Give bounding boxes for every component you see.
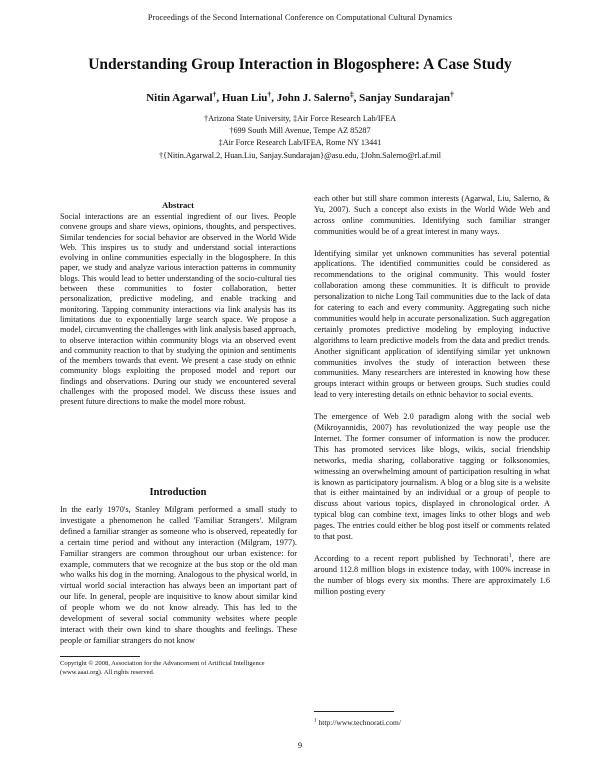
author-name: Nitin Agarwal xyxy=(146,92,213,104)
introduction-heading: Introduction xyxy=(149,487,207,498)
paragraph-technorati: According to a recent report published by Technorati$^1$, there are around 112.8 million blogs in existence today, with 100% increase in the number of blogs every six months. There are approximately 1.6 million posting every xyxy=(314,553,551,596)
footnote-url[interactable]: http://www.technorati.com/ xyxy=(316,718,401,727)
affiliation-line: ‡Air Force Research Lab/IFEA, Rome NY 13441 xyxy=(218,138,382,147)
footnote-reference[interactable]: 1 xyxy=(508,553,512,560)
abstract-heading: Abstract xyxy=(162,200,194,210)
paragraph: The emergence of Web 2.0 paradigm along with the social web (Mikroyannidis, 2007) has revolutionized the way people use the Internet. The former consumer of information is now the producer. This has promoted services like blogs, wikis, social friendship networks, media sharing, collaborative tagging or folksonomies, witnessing an overwhelming amount of participation resulting in what is known as participatory journalism. A blog or a blog site is a website that is either maintained by an individual or a group of people to discuss about various topics, displayed in chronological order. A typical blog can combine text, images links to other blogs and web pages. The entries could either be blog post itself or comments related to that post. xyxy=(314,412,550,542)
footnote-mark: 1 xyxy=(314,717,317,724)
author-name: John J. Salerno xyxy=(276,92,350,104)
author-mark: † xyxy=(267,89,272,99)
author-mark: † xyxy=(212,89,217,99)
abstract-body: Social interactions are an essential ingredient of our lives. People convene groups and share views, opinions, thoughts, and perspectives. Similar tendencies for social behavior are observed in the World Wide Web. This inspires us to study and understand social interactions evolving in online communities especially in the blogosphere. In this paper, we study and analyze various interaction patterns in community blogs. This would lead to better understanding of the socio-cultural ties between these communities to foster collaboration, better personalization, predictive modeling, and enable tracking and monitoring. Tapping community interactions via link analysis has its limitations due to exponentially large search space. We propose a model, circumventing the challenges with link analysis based approach, to observe interaction within community blogs via an observed event and community reaction to that by studying the opinion and sentiments of the members towards that event. We present a case study on ethnic community blogs exploiting the proposed model and report our findings and observations. During our study we encountered several challenges with the proposed model. We discuss these issues and present future directions to make the model more robust. xyxy=(60,212,296,407)
author-name: Sanjay Sundarajan xyxy=(359,92,450,104)
affiliation-line: †699 South Mill Avenue, Tempe AZ 85287 xyxy=(229,126,371,135)
author-name: Huan Liu xyxy=(221,92,268,104)
copyright-divider xyxy=(60,656,140,657)
introduction-body: In the early 1970's, Stanley Milgram performed a small study to investigate a phenomenon he called 'Familiar Strangers'. Milgram defined a familiar stranger as someone who is observed, repeatedly for a certain time period and without any interaction (Milgram, 1977). Familiar strangers are common throughout our urban existence: for example, commuters that we recognize at the bus stop or the old man who walks his dog in the morning. Analogous to the physical world, in virtual world social interaction has always been an important part of our life. In general, people are inquisitive to know about similar kind of people whom we do not know already. This has led to the development of several social community websites where people interact with their own kind to share thoughts and feelings. These people or familiar strangers do not know xyxy=(60,505,297,645)
paper-title: Understanding Group Interaction in Blogosphere: A Case Study xyxy=(88,56,512,73)
proceedings-header: Proceedings of the Second International Conference on Computational Cultural Dynamics xyxy=(147,13,453,22)
paragraph: each other but still share common interests (Agarwal, Liu, Salerno, & Yu, 2007). Such a concept also exists in the World Wide Web and across online communities. Identifying such familiar stranger communities would be of a great interest in many ways. xyxy=(314,194,550,236)
copyright-notice: Copyright © 2008, Association for the Advancement of Artificial Intelligence (www.aaai.org). All rights reserved. xyxy=(60,660,265,676)
affiliation-line: †Arizona State University, ‡Air Force Research Lab/IFEA xyxy=(203,114,397,123)
page-number: 9 xyxy=(297,740,303,750)
author-list: Nitin Agarwal†, Huan Liu†, John J. Salerno‡, Sanjay Sundarajan† xyxy=(146,89,454,104)
author-mark: † xyxy=(449,89,454,99)
right-column xyxy=(314,194,550,608)
affiliation-emails: †{Nitin.Agarwal.2, Huan.Liu, Sanjay.Sundarajan}@asu.edu, ‡John.Salerno@rl.af.mil xyxy=(158,151,442,160)
paragraph: Identifying similar yet unknown communities has several potential applications. The identified communities could be considered as recommendations to the original community. This would foster collaboration among these communities. It is difficult to provide personalization to niche Long Tail communities due to the lack of data for catering to each and every community. Aggregating such niche communities would help in accurate personalization. Such aggregation certainly promotes predictive modeling by employing inductive algorithms to learn predictive models from the data and predict trends. Another significant application of identifying similar yet unknown communities involves the study of interaction between these communities. Many researchers are interested in knowing how these groups interact within groups or between groups. Such studies could lead to very interesting details on ethnic behavior to social events. xyxy=(314,248,550,400)
footnote-divider xyxy=(314,711,394,712)
footnote xyxy=(314,718,550,727)
author-mark: ‡ xyxy=(349,89,354,99)
